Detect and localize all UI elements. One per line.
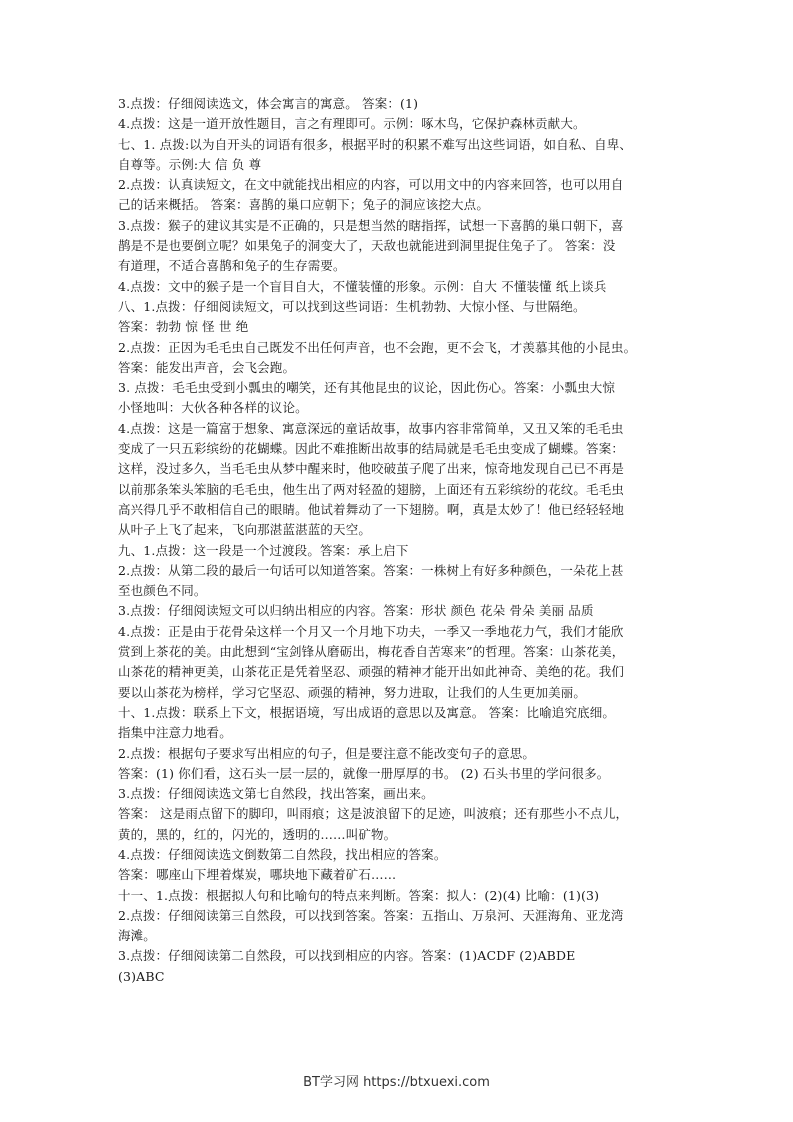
text-line: 要以山茶花为榜样，学习它坚忍、顽强的精神，努力进取，让我们的人生更加美丽。	[118, 684, 587, 700]
text-line: 鹊是不是也要倒立呢？如果兔子的洞变大了，天敌也就能进到洞里捉住兔子了。 答案：没	[118, 238, 616, 254]
text-line: 3.点拨：仔细阅读选文第七自然段，找出答案，画出来。	[118, 786, 434, 802]
text-line: 以前那条笨头笨脑的毛毛虫，他生出了两对轻盈的翅膀，上面还有五彩缤纷的花纹。毛毛虫	[118, 481, 625, 497]
text-line: 海滩。	[118, 928, 156, 944]
text-line: 4.点拨：文中的猴子是一个盲目自大，不懂装懂的形象。示例：自大 不懂装懂 纸上谈兵	[118, 278, 607, 294]
text-line: 2.点拨：认真读短文，在文中就能找出相应的内容，可以用文中的内容来回答，也可以用自	[118, 177, 624, 193]
text-line: 4.点拨：这是一道开放性题目，言之有理即可。示例：啄木鸟，它保护森林贡献大。	[118, 116, 586, 132]
footer-watermark: BT学习网 https://btxuexi.com	[303, 1075, 490, 1090]
text-line: 3.点拨：仔细阅读第二自然段，可以找到相应的内容。答案：(1)ACDF (2)ABDE	[118, 948, 576, 964]
text-line: 答案：哪座山下埋着煤炭，哪块地下藏着矿石……	[118, 867, 397, 883]
text-line: 指集中注意力地看。	[118, 725, 232, 741]
text-line: 十一、1.点拨：根据拟人句和比喻句的特点来判断。答案：拟人：(2)(4) 比喻：(1)(3)	[118, 887, 600, 903]
text-line: 2.点拨：从第二段的最后一句话可以知道答案。答案：一株树上有好多种颜色，一朵花上甚	[118, 562, 624, 578]
text-line: 答案：(1) 你们看，这石头一层一层的，就像一册厚厚的书。 (2) 石头书里的学问很多。	[118, 765, 610, 781]
text-line: 小怪地叫：大伙各种各样的议论。	[118, 400, 308, 416]
text-line: 答案： 这是雨点留下的脚印，叫雨痕；这是波浪留下的足迹，叫波痕；还有那些小不点儿，	[118, 806, 629, 822]
text-line: 2.点拨：根据句子要求写出相应的句子，但是要注意不能改变句子的意思。	[118, 745, 536, 761]
text-line: 高兴得几乎不敢相信自己的眼睛。他试着舞动了一下翅膀。啊，真是太妙了！他已经轻轻地	[118, 501, 625, 517]
text-line: 4.点拨：仔细阅读选文倒数第二自然段，找出相应的答案。	[118, 846, 447, 862]
text-line: 这样，没过多久，当毛毛虫从梦中醒来时，他咬破茧子爬了出来，惊奇地发现自己已不再是	[118, 461, 625, 477]
text-line: 2.点拨：正因为毛毛虫自己既发不出任何声音，也不会跑，更不会飞，才羡慕其他的小昆虫。	[118, 339, 637, 355]
text-line: 从叶子上飞了起来，飞向那湛蓝湛蓝的天空。	[118, 522, 372, 538]
text-line: 3.点拨：猴子的建议其实是不正确的，只是想当然的瞎指挥，试想一下喜鹊的巢口朝下，喜	[118, 217, 624, 233]
text-line: 己的话来概括。 答案：喜鹊的巢口应朝下；兔子的洞应该挖大点。	[118, 197, 489, 213]
text-line: 十、1.点拨：联系上下文，根据语境，写出成语的意思以及寓意。 答案：比喻追究底细。	[118, 704, 616, 720]
text-line: 自尊等。示例:大 信 负 尊	[118, 156, 262, 172]
text-line: 八、1.点拨：仔细阅读短文，可以找到这些词语：生机勃勃、大惊小怪、与世隔绝。	[118, 298, 586, 314]
text-line: 4.点拨：正是由于花骨朵这样一个月又一个月地下功夫，一季又一季地花力气，我们才能欣	[118, 623, 624, 639]
text-line: 七、1. 点拨:以为自开头的词语有很多，根据平时的积累不难写出这些词语，如自私、自卑、	[118, 136, 633, 152]
text-line: 4.点拨：这是一篇富于想象、寓意深远的童话故事，故事内容非常简单，又丑又笨的毛毛虫	[118, 420, 624, 436]
text-line: 九、1.点拨：这一段是一个过渡段。答案：承上启下	[118, 542, 409, 558]
text-line: 2.点拨：仔细阅读第三自然段，可以找到答案。答案：五指山、万泉河、天涯海角、亚龙湾	[118, 907, 624, 923]
text-line: 答案：能发出声音，会飞会跑。	[118, 359, 296, 375]
text-line: 答案：勃勃 惊 怪 世 绝	[118, 319, 249, 335]
text-line: 变成了一只五彩缤纷的花蝴蝶。因此不难推断出故事的结局就是毛毛虫变成了蝴蝶。答案：	[118, 441, 625, 457]
text-line: 有道理，不适合喜鹊和兔子的生存需要。	[118, 258, 346, 274]
text-line: 赏到上茶花的美。由此想到“宝剑锋从磨砺出，梅花香自苦寒来”的哲理。答案：山茶花美，	[118, 644, 625, 660]
answer-document	[118, 94, 678, 987]
text-line: 3.点拨：仔细阅读短文可以归纳出相应的内容。答案：形状 颜色 花朵 骨朵 美丽 品质	[118, 603, 594, 619]
text-line: 黄的，黑的，红的，闪光的，透明的……叫矿物。	[118, 826, 397, 842]
text-line: 至也颜色不同。	[118, 583, 207, 599]
text-line: 山茶花的精神更美，山茶花正是凭着坚忍、顽强的精神才能开出如此神奇、美绝的花。我们	[118, 664, 625, 680]
text-line: 3.点拨：仔细阅读选文，体会寓言的寓意。 答案：(1)	[118, 96, 419, 111]
text-line: 3. 点拨：毛毛虫受到小瓢虫的嘲笑，还有其他昆虫的议论，因此伤心。答案：小瓢虫大惊	[118, 380, 616, 396]
text-line: (3)ABC	[118, 968, 165, 984]
